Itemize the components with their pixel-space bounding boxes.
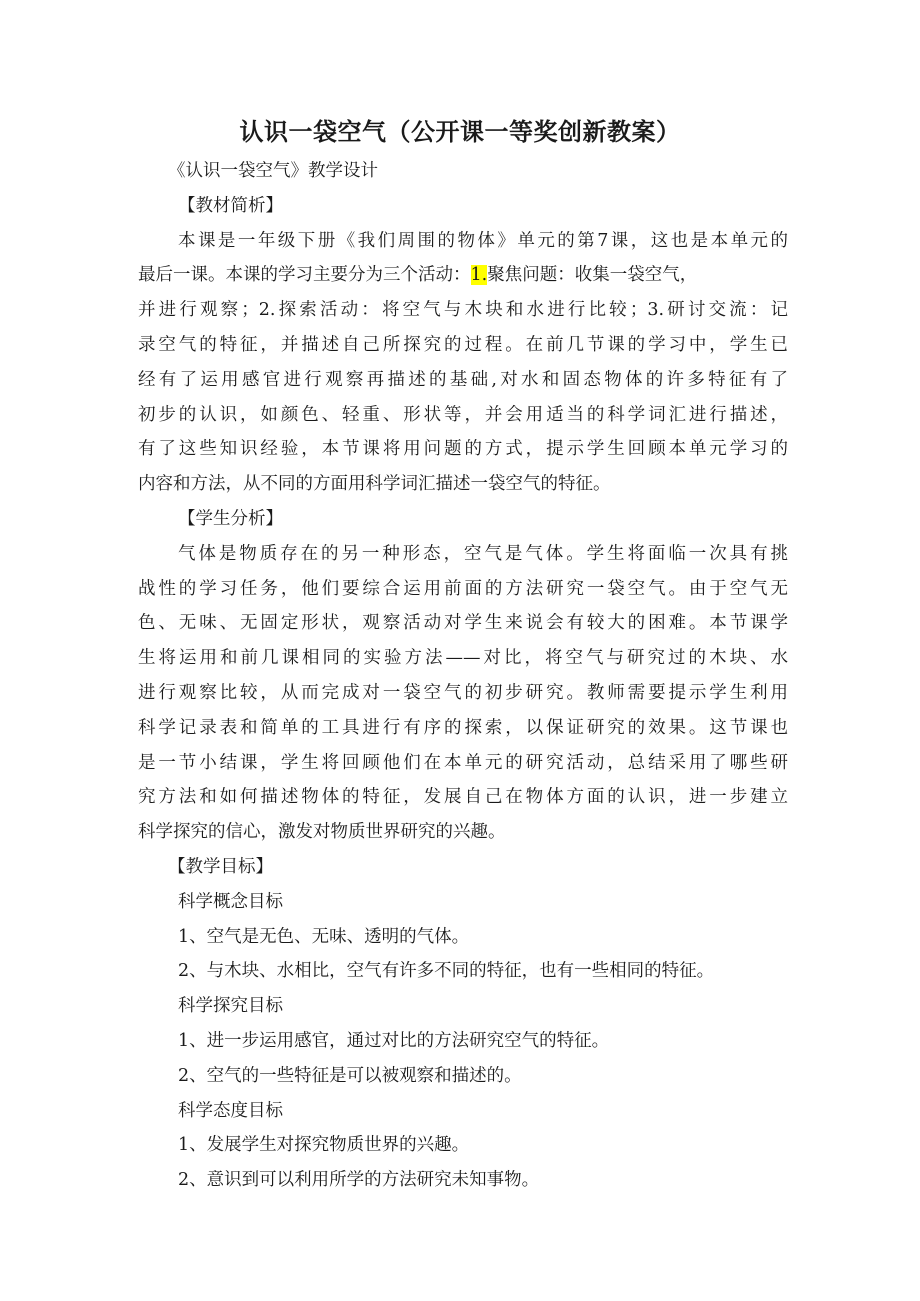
goal-item: 1、发展学生对探究物质世界的兴趣。 — [178, 1135, 470, 1156]
paragraph-line: 究方法和如何描述物体的特征，发展自己在物体方面的认识，进一步建立 — [138, 787, 788, 808]
document-body — [138, 154, 788, 1198]
subtitle: 《认识一袋空气》教学设计 — [168, 161, 378, 181]
paragraph-line: 并进行观察；2.探索活动：将空气与木块和水进行比较；3.研讨交流：记 — [138, 300, 788, 321]
paragraph-line: 色、无味、无固定形状，观察活动对学生来说会有较大的困难。本节课学 — [138, 613, 788, 634]
section-heading-material: 【教材简析】 — [178, 195, 283, 216]
paragraph-line: 科学探究的信心，激发对物质世界研究的兴趣。 — [138, 822, 506, 843]
paragraph-line: 气体是物质存在的另一种形态，空气是气体。学生将面临一次具有挑 — [178, 543, 788, 564]
paragraph-line: 初步的认识，如颜色、轻重、形状等，并会用适当的科学词汇进行描述， — [138, 404, 788, 425]
goal-category-title: 科学态度目标 — [178, 1100, 283, 1121]
paragraph-line: 经有了运用感官进行观察再描述的基础,对水和固态物体的许多特征有了 — [138, 369, 788, 390]
section-heading-student: 【学生分析】 — [178, 508, 283, 529]
paragraph-line: 生将运用和前几课相同的实验方法——对比，将空气与研究过的木块、水 — [138, 648, 788, 669]
goal-category-title: 科学概念目标 — [178, 891, 283, 912]
paragraph-line: 内容和方法，从不同的方面用科学词汇描述一袋空气的特征。 — [138, 474, 611, 495]
paragraph-line: 本课是一年级下册《我们周围的物体》单元的第7课，这也是本单元的 — [178, 230, 788, 251]
goal-item: 2、空气的一些特征是可以被观察和描述的。 — [178, 1065, 522, 1086]
goal-category-title: 科学探究目标 — [178, 996, 283, 1017]
paragraph-line: 战性的学习任务，他们要综合运用前面的方法研究一袋空气。由于空气无 — [138, 578, 788, 599]
goal-item: 2、意识到可以利用所学的方法研究未知事物。 — [178, 1170, 540, 1191]
paragraph-line: 最后一课。本课的学习主要分为三个活动：1.聚焦问题：收集一袋空气， — [138, 265, 698, 286]
paragraph-line: 进行观察比较，从而完成对一袋空气的初步研究。教师需要提示学生利用 — [138, 682, 788, 703]
goal-item: 1、进一步运用感官，通过对比的方法研究空气的特征。 — [178, 1030, 610, 1051]
section-heading-goals: 【教学目标】 — [168, 856, 273, 877]
highlighted-text: 1. — [470, 265, 488, 286]
paragraph-line: 科学记录表和简单的工具进行有序的探索，以保证研究的效果。这节课也 — [138, 717, 788, 738]
document-title: 认识一袋空气（公开课一等奖创新教案） — [239, 118, 681, 146]
paragraph-line: 是一节小结课，学生将回顾他们在本单元的研究活动，总结采用了哪些研 — [138, 752, 788, 773]
paragraph-line: 有了这些知识经验，本节课将用问题的方式，提示学生回顾本单元学习的 — [138, 439, 788, 460]
goal-item: 1、空气是无色、无味、透明的气体。 — [178, 926, 470, 947]
goal-item: 2、与木块、水相比，空气有许多不同的特征，也有一些相同的特征。 — [178, 961, 715, 982]
paragraph-line: 录空气的特征，并描述自己所探究的过程。在前几节课的学习中，学生已 — [138, 334, 788, 355]
